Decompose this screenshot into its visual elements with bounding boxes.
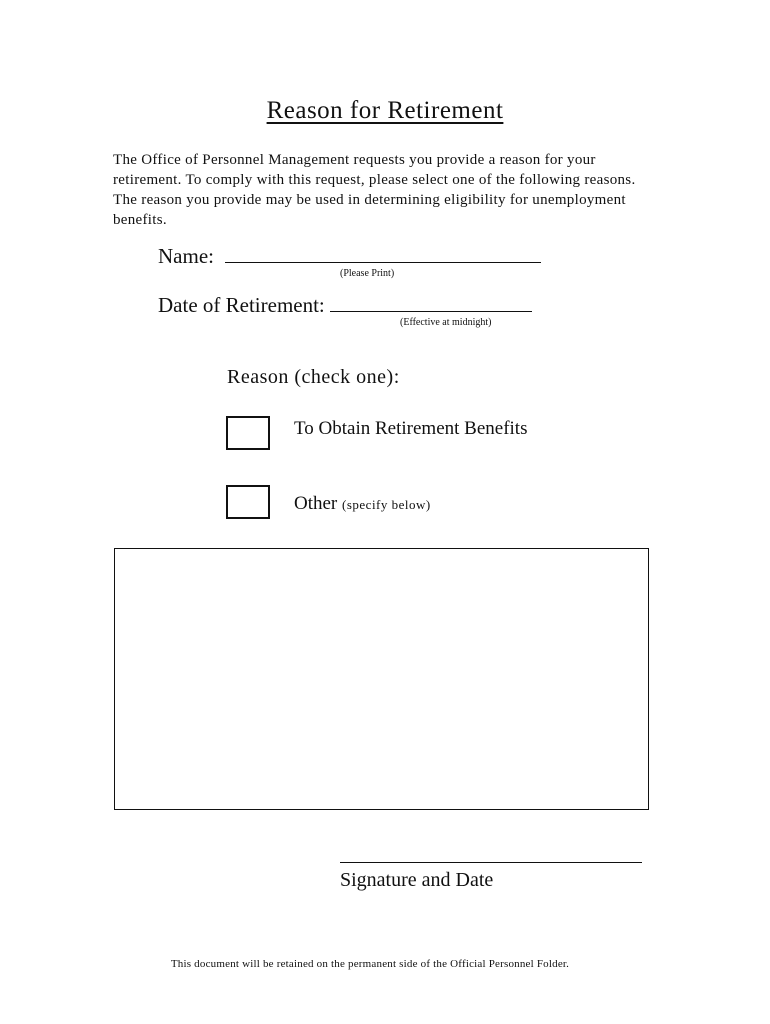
retirement-benefits-option-label [294, 418, 527, 440]
retirement-date-label: Date of Retirement: [158, 293, 325, 317]
name-input-line[interactable] [225, 244, 541, 263]
signature-label: Signature and Date [340, 869, 494, 891]
page-title: Reason for Retirement [266, 97, 504, 124]
signature-line[interactable] [340, 862, 642, 863]
name-hint: (Please Print) [340, 268, 395, 279]
name-field-row [158, 244, 541, 269]
footer-note: This document will be retained on the permanent side of the Official Personnel Folder. [170, 958, 570, 970]
intro-paragraph: The Office of Personnel Management requests you provide a reason for your retirement. To comply with this request, please select one of the following reasons. The reason you provide may be used in determining eligibility for unemployment benefits. [113, 152, 636, 228]
retirement-date-field-row [158, 293, 532, 318]
reason-heading: Reason (check one): [227, 366, 400, 388]
other-reason-label-text: Other [294, 493, 338, 514]
name-label: Name: [158, 244, 214, 268]
other-reason-text-box[interactable] [114, 548, 649, 810]
other-reason-checkbox[interactable] [226, 485, 270, 519]
retirement-date-input-line[interactable] [330, 293, 532, 312]
retirement-benefits-label-text: To Obtain Retirement Benefits [294, 418, 528, 439]
other-reason-option-label [294, 493, 431, 515]
retirement-date-hint: (Effective at midnight) [400, 317, 492, 328]
other-reason-sublabel: (specify below) [342, 497, 431, 512]
retirement-benefits-checkbox[interactable] [226, 416, 270, 450]
